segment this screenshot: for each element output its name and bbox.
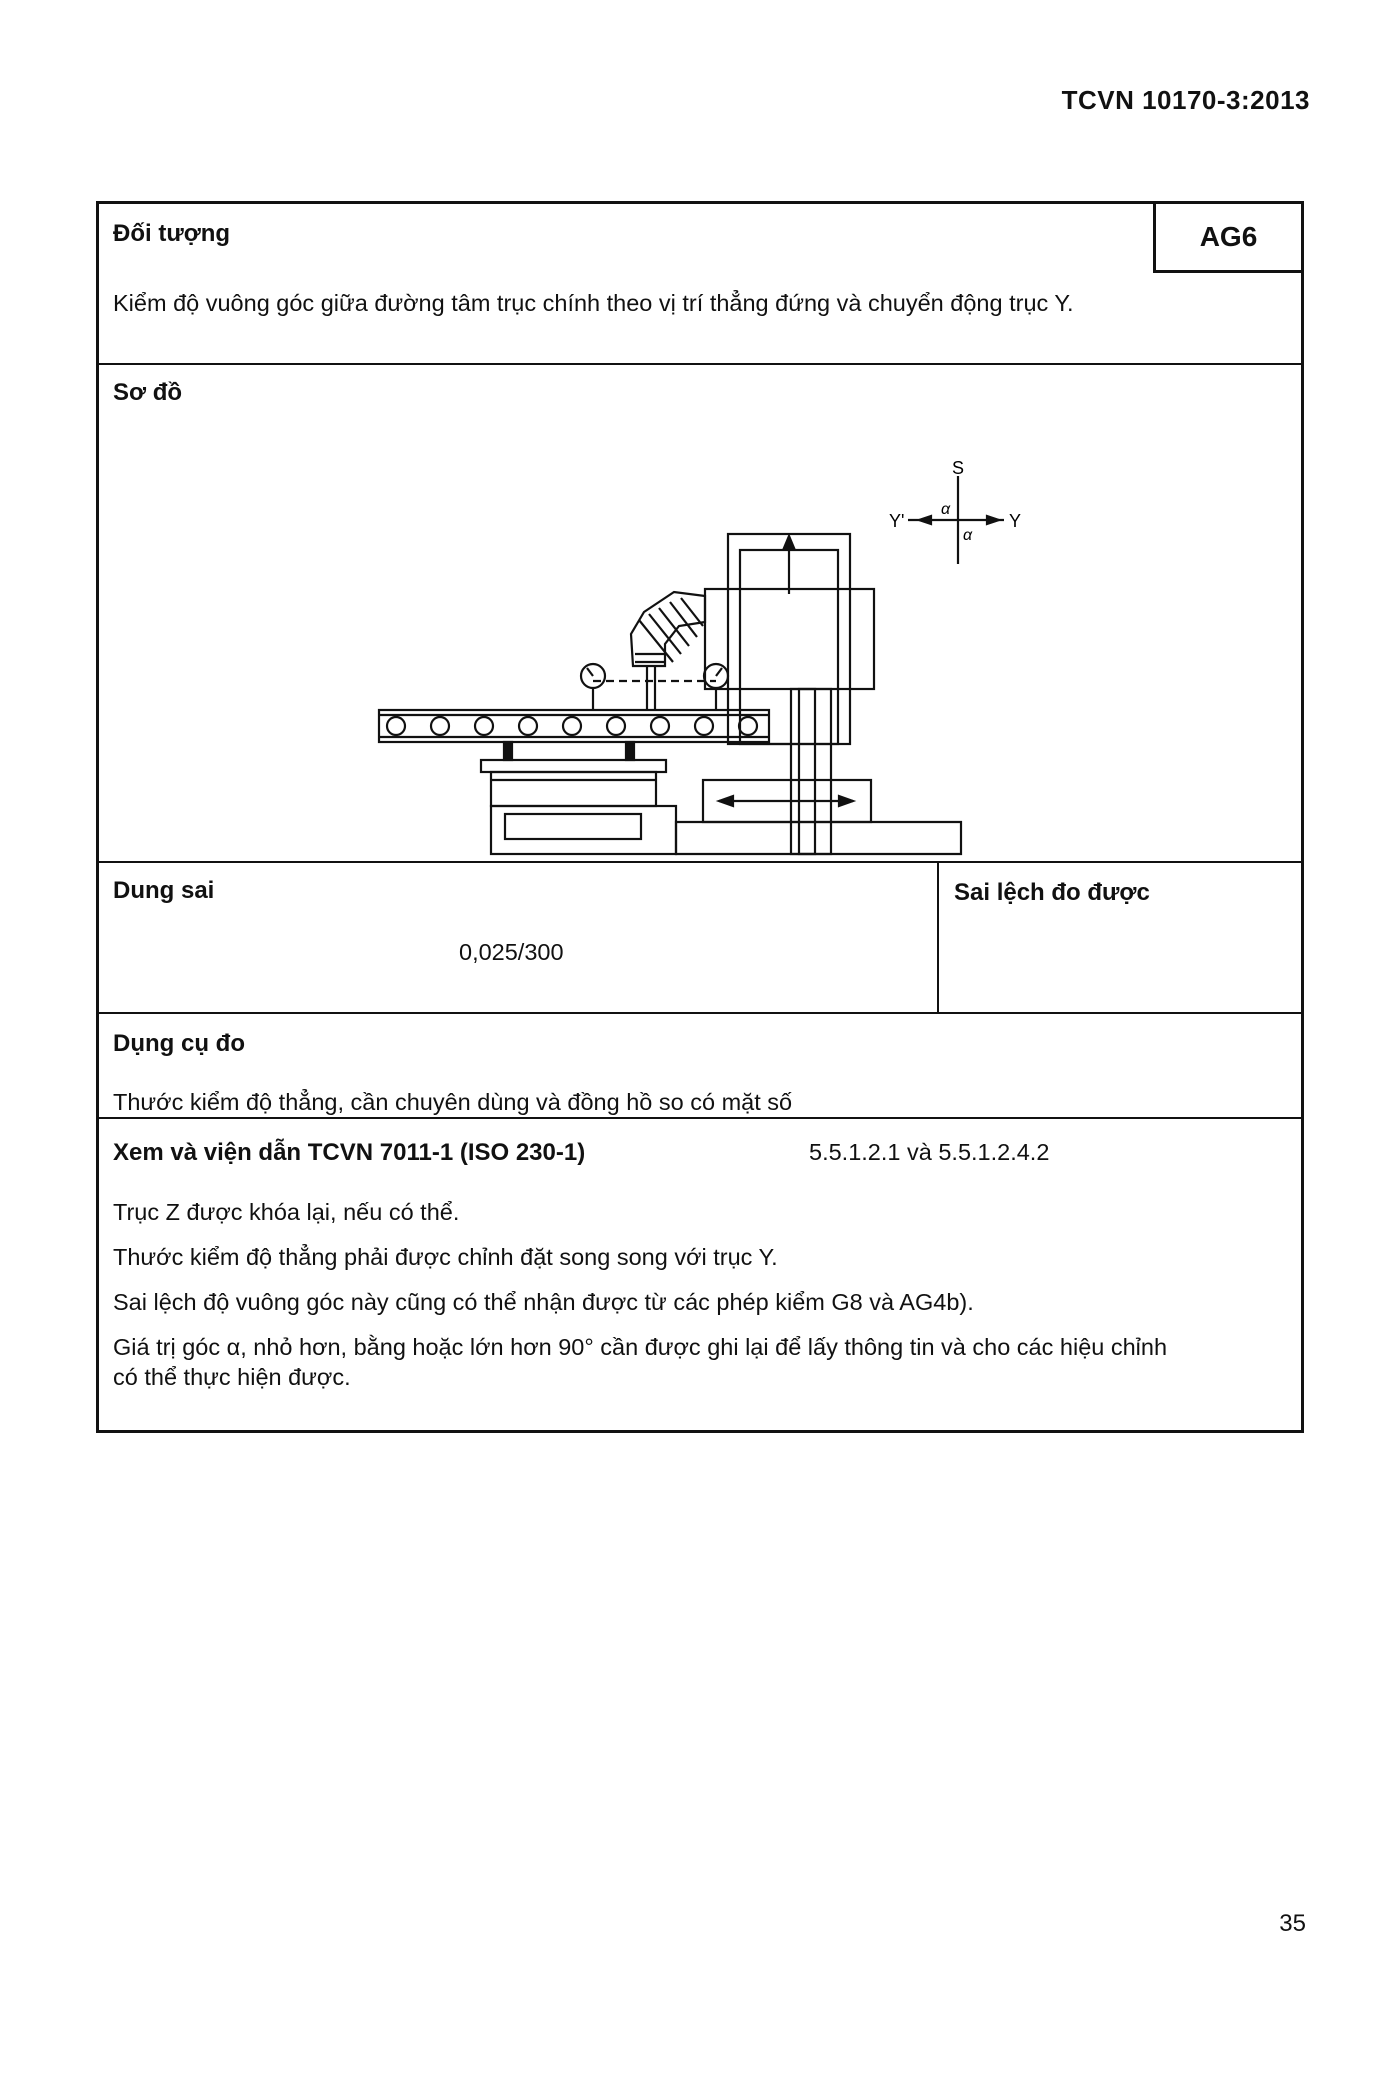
- straightedge-holes: [387, 717, 757, 735]
- divider: [99, 861, 1301, 863]
- divider: [99, 1012, 1301, 1014]
- support-left: [504, 742, 512, 760]
- y-pos-arrow: [987, 516, 999, 524]
- reference-label: Xem và viện dẫn TCVN 7011-1 (ISO 230-1): [113, 1139, 586, 1166]
- standard-code: TCVN 10170-3:2013: [1061, 85, 1310, 115]
- alpha-label-top: α: [941, 501, 951, 518]
- spindle-arrow: [784, 536, 794, 548]
- reference-clauses: 5.5.1.2.1 và 5.5.1.2.4.2: [809, 1139, 1050, 1165]
- test-code-box: AG6: [1153, 204, 1301, 273]
- note-line: có thể thực hiện được.: [113, 1364, 351, 1390]
- object-description: Kiểm độ vuông góc giữa đường tâm trục chính theo vị trí thẳng đứng và chuyển động trục Y.: [113, 290, 1074, 316]
- table-top: [481, 760, 666, 772]
- y-motion-arrow-left: [719, 796, 733, 806]
- instruments-label: Dụng cụ đo: [113, 1030, 245, 1057]
- instruments-text: Thước kiểm độ thẳng, cần chuyên dùng và đồng hồ so có mặt số: [113, 1089, 793, 1115]
- note-line: Trục Z được khóa lại, nếu có thể.: [113, 1199, 460, 1225]
- diagram-label: Sơ đồ: [113, 379, 183, 406]
- tolerance-label: Dung sai: [113, 877, 215, 904]
- note-line: Thước kiểm độ thẳng phải được chỉnh đặt song song với trục Y.: [113, 1244, 778, 1270]
- axis-s-label: S: [952, 458, 965, 478]
- column-leg: [791, 689, 831, 854]
- axis-y-neg-label: Y': [889, 511, 905, 531]
- note-line: Giá trị góc α, nhỏ hơn, bằng hoặc lớn hơn 90° cần được ghi lại để lấy thông tin và cho các hiệu chỉnh: [113, 1334, 1168, 1360]
- alpha-label-bottom: α: [963, 527, 973, 544]
- tolerance-value: 0,025/300: [459, 939, 564, 965]
- y-motion-arrow-right: [839, 796, 853, 806]
- spindle-head: [705, 589, 874, 689]
- object-label: Đối tượng: [113, 220, 231, 247]
- divider: [937, 861, 939, 1012]
- machine-base: [676, 822, 961, 854]
- note-line: Sai lệch độ vuông góc này cũng có thể nhận được từ các phép kiểm G8 và AG4b).: [113, 1289, 974, 1315]
- machine-diagram: [99, 364, 1301, 864]
- divider: [99, 1117, 1301, 1119]
- measured-deviation-label: Sai lệch đo được: [954, 879, 1150, 906]
- support-right: [626, 742, 634, 760]
- table-body: [491, 772, 656, 806]
- page-number: 35: [1279, 1910, 1306, 1937]
- test-sheet: [96, 201, 1304, 1433]
- y-neg-arrow: [919, 516, 931, 524]
- axis-y-pos-label: Y: [1009, 511, 1022, 531]
- column-leg-inner: [799, 689, 815, 854]
